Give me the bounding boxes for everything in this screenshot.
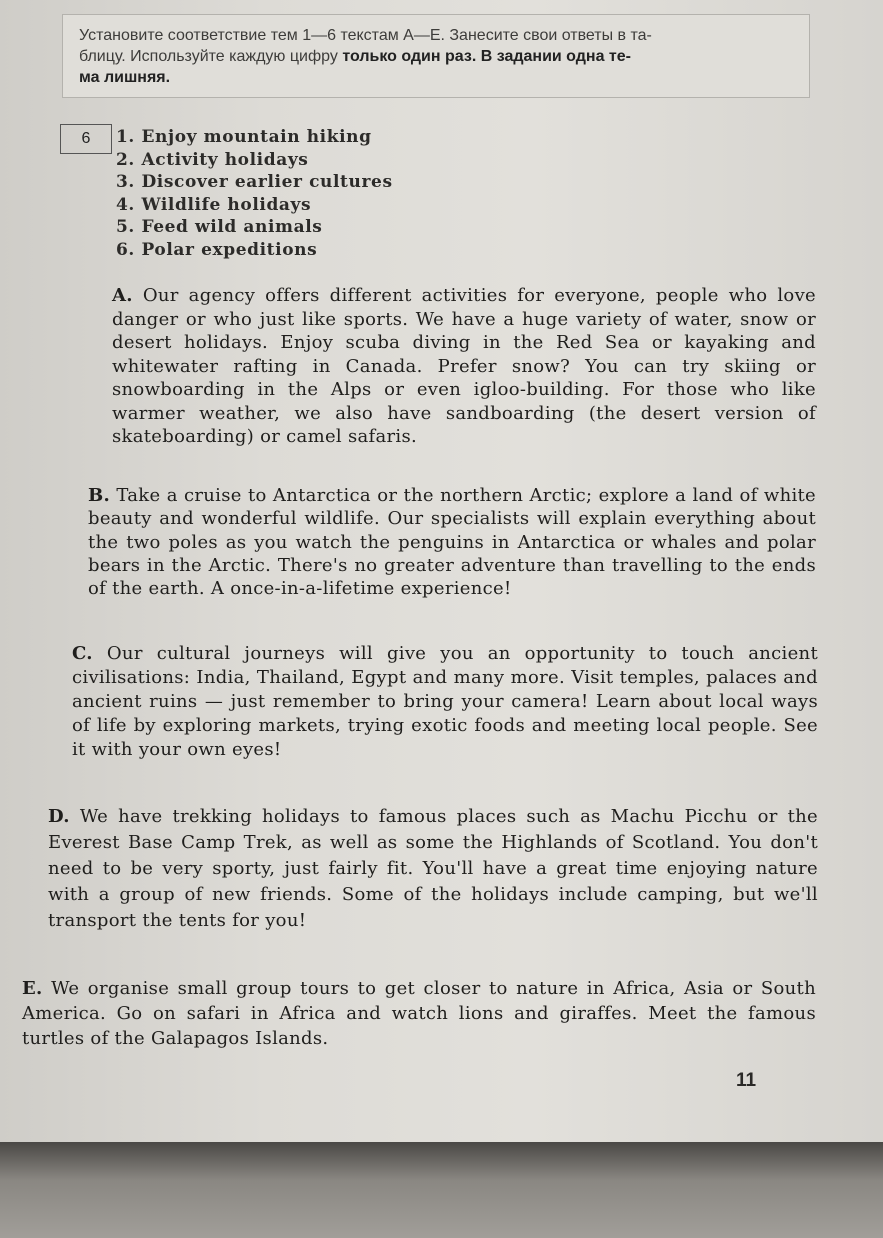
- text-a-body: Our agency offers different activities for everyone, people who love danger or who just like sports. We have a huge variety of water, snow or desert holidays. Enjoy scuba diving in the Red Sea or kayaking and whitewater rafting in Canada. Prefer snow? You can try skiing or snowboarding in the Alps or even igloo-building. For those who like warmer weather, we also have sandboarding (the desert version of skateboarding) or camel safaris.: [112, 285, 816, 447]
- text-b-body: Take a cruise to Antarctica or the northern Arctic; explore a land of white beauty and wonderful wildlife. Our specialists will explain everything about the two poles as you watch the penguins in Antarctica or whales and polar bears in the Arctic. There's no greater adventure than travelling to the ends of the earth. A once-in-a-lifetime experience!: [88, 485, 817, 600]
- topic-item: 6. Polar expeditions: [116, 239, 318, 260]
- task-number-box: 6: [60, 124, 112, 154]
- topic-item: 2. Activity holidays: [116, 149, 309, 170]
- topic-item: 5. Feed wild animals: [116, 217, 323, 237]
- instruction-line-3: ма лишняя.: [79, 69, 171, 86]
- text-d-body: We have trekking holidays to famous places such as Machu Picchu or the Everest Base Camp Trek, as well as some the Highlands of Scotland. You don't need to be very sporty, just fairly fit. You'll have a great time enjoying nature with a group of new friends. Some of the holidays include camping, but we'll transport the tents for you!: [48, 806, 818, 931]
- text-e: [22, 976, 816, 1051]
- page-shadow-area: [0, 1142, 883, 1238]
- topic-item: 1. Enjoy mountain hiking: [116, 127, 372, 147]
- text-d: [48, 804, 818, 934]
- text-b-letter: B.: [88, 485, 111, 506]
- text-d-letter: D.: [48, 806, 70, 827]
- instruction-line-2b: только один раз. В задании одна те-: [342, 48, 631, 65]
- text-c: [72, 642, 818, 762]
- instruction-line-1: Установите соответствие тем 1—6 текстам А—Е. Занесите свои ответы в та-: [79, 27, 652, 44]
- topic-item: 3. Discover earlier cultures: [116, 172, 393, 192]
- text-a: [112, 284, 816, 449]
- text-e-letter: E.: [22, 978, 43, 999]
- instruction-box: [62, 14, 810, 98]
- topics-list: [116, 126, 393, 261]
- text-c-letter: C.: [72, 643, 93, 664]
- instruction-line-2a: блицу. Используйте каждую цифру: [79, 48, 343, 65]
- text-e-body: We organise small group tours to get closer to nature in Africa, Asia or South America. Go on safari in Africa and watch lions and giraffes. Meet the famous turtles of the Galapagos Islands.: [22, 978, 816, 1049]
- text-b: [88, 484, 816, 600]
- topic-item: 4. Wildlife holidays: [116, 194, 312, 215]
- text-c-body: Our cultural journeys will give you an opportunity to touch ancient civilisations: India, Thailand, Egypt and many more. Visit temples, palaces and ancient ruins — just remember to bring your camera! Learn about local ways of life by exploring markets, trying exotic foods and meeting local people. See it with your own eyes!: [72, 643, 818, 760]
- text-a-letter: A.: [112, 285, 133, 306]
- page-number: 11: [736, 1070, 757, 1091]
